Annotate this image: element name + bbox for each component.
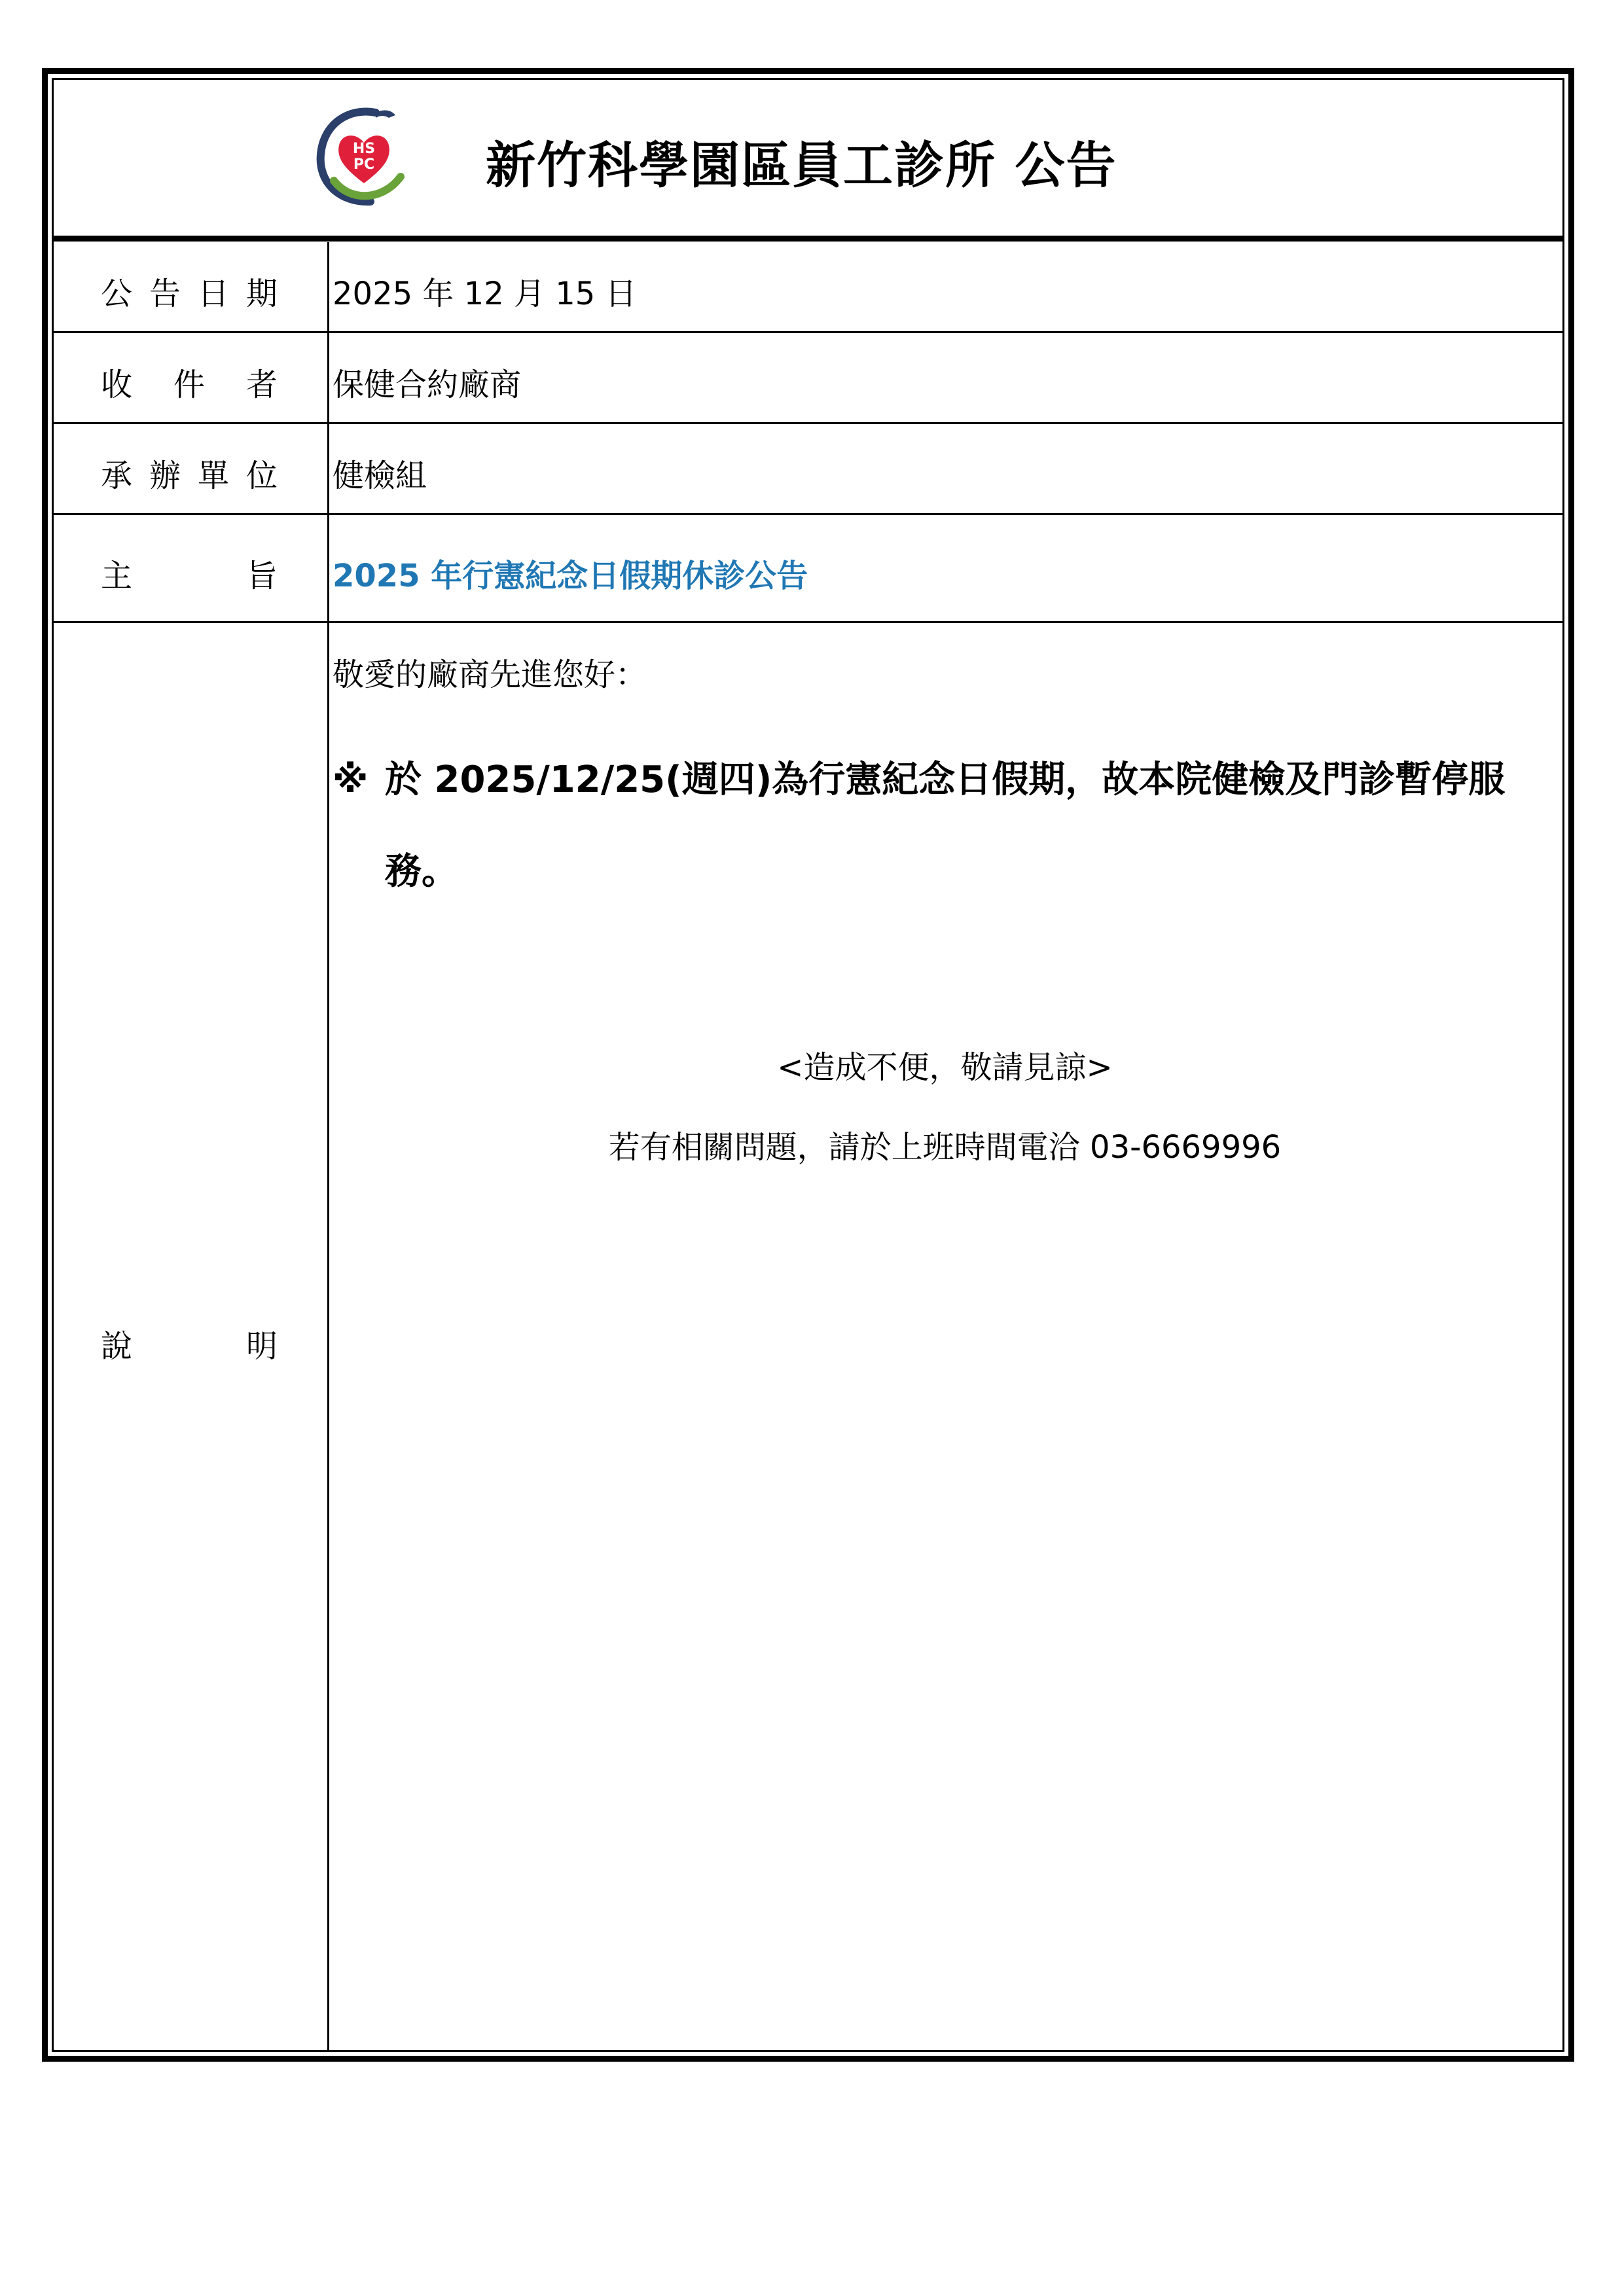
holiday-notice [333, 734, 1563, 918]
row-recipient [54, 333, 1562, 424]
svg-text:PC: PC [353, 156, 375, 173]
page-title: 新竹科學園區員工診所 公告 [486, 136, 1117, 194]
document-frame [42, 68, 1574, 2062]
row-department-label: 承 辦 單 位 [101, 457, 278, 494]
row-subject [54, 515, 1562, 623]
hspc-dragon-heart-logo-icon [310, 103, 415, 208]
row-date-value: 2025 年 12 月 15 日 [333, 276, 637, 312]
row-subject-value: 2025 年行憲紀念日假期休診公告 [333, 558, 808, 594]
apology-text: <造成不便，敬請見諒> [777, 1049, 1113, 1086]
description-label: 說 明 [101, 1328, 278, 1365]
greeting-text: 敬愛的廠商先進您好： [333, 656, 647, 693]
row-date [54, 242, 1562, 333]
holiday-notice-text: 於 2025/12/25(週四)為行憲紀念日假期，故本院健檢及門診暫停服務。 [385, 759, 1506, 893]
contact-text: 若有相關問題，請於上班時間電洽 03-6669996 [608, 1129, 1282, 1166]
document-inner-frame [52, 78, 1564, 2052]
row-department-value: 健檢組 [333, 457, 427, 494]
row-recipient-label: 收 件 者 [101, 367, 278, 403]
header [54, 80, 1562, 242]
row-date-label: 公 告 日 期 [101, 276, 278, 312]
row-recipient-value: 保健合約廠商 [333, 367, 522, 403]
svg-text:HS: HS [352, 141, 376, 157]
row-department [54, 424, 1562, 515]
reference-mark: ※ [333, 759, 369, 801]
row-subject-label: 主 旨 [101, 558, 278, 594]
